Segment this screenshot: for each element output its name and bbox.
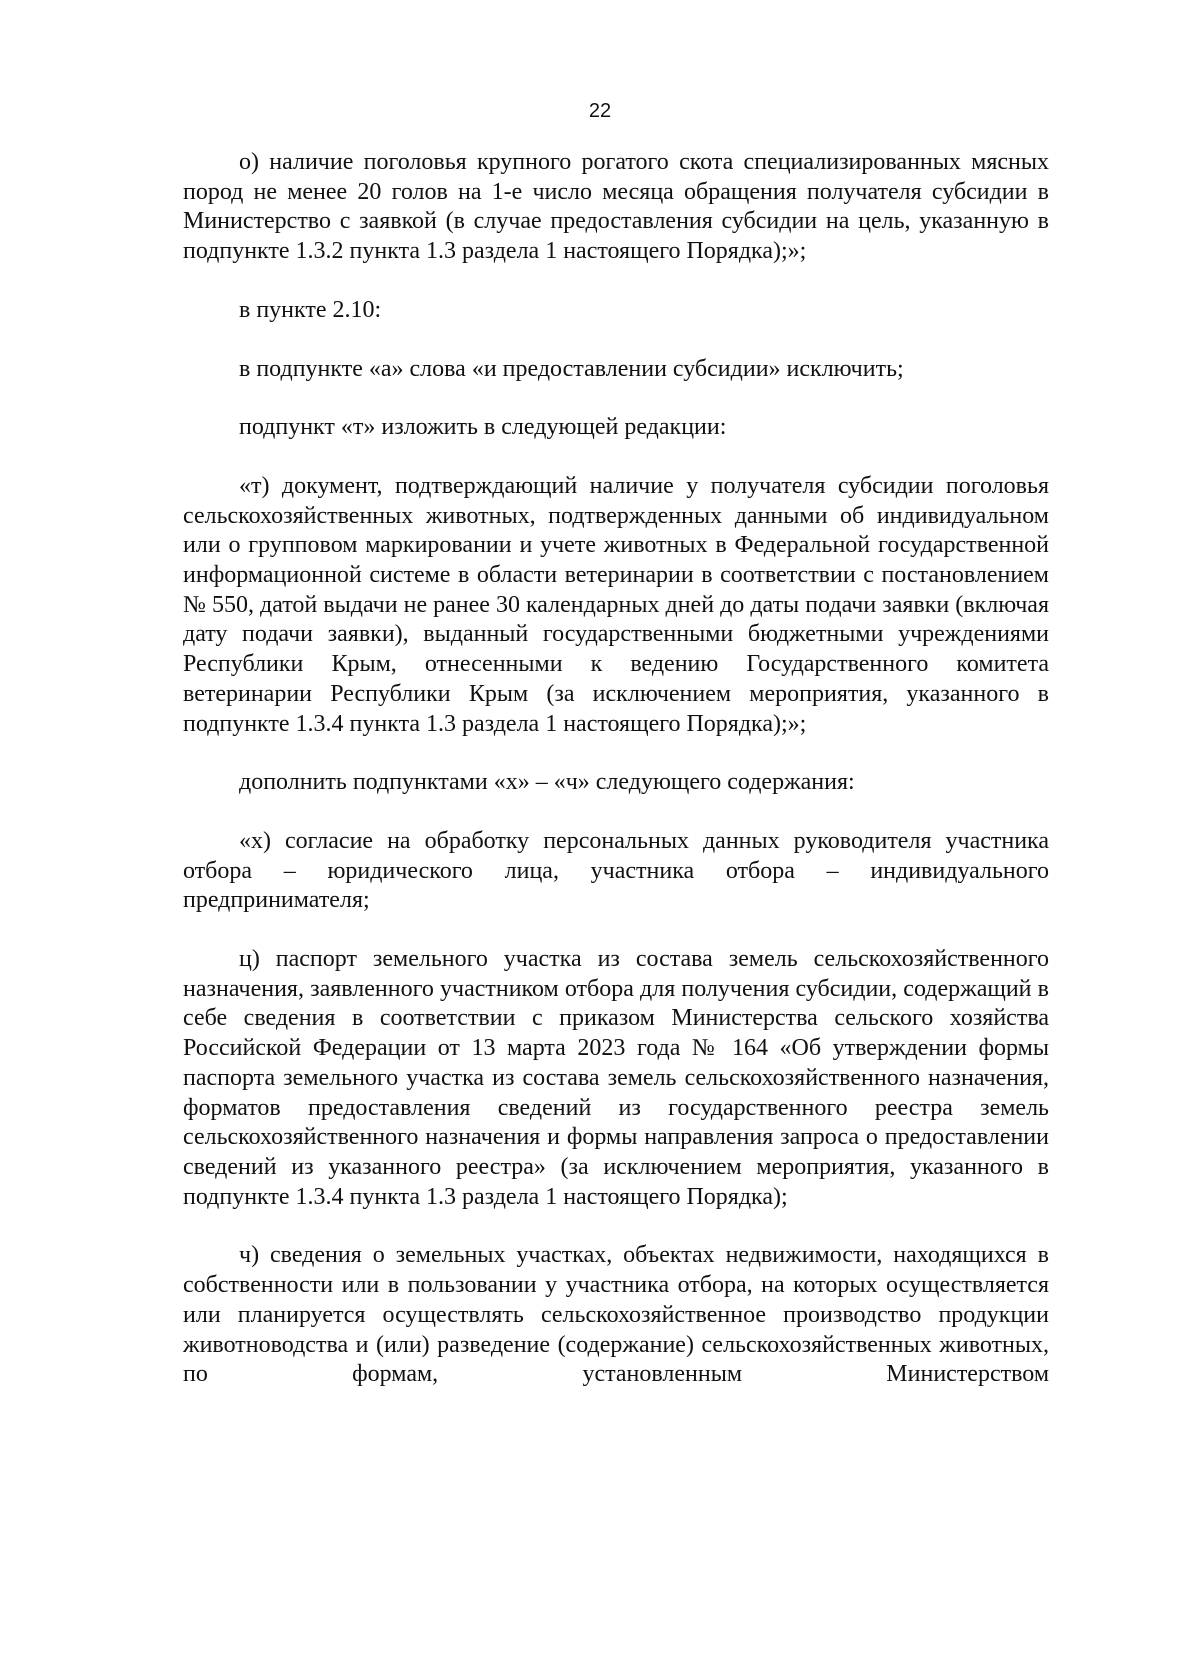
paragraph-subpoint-t-intro: подпункт «т» изложить в следующей редакции: — [239, 414, 727, 441]
paragraph-subpoint-kh: «х) согласие на обработку персональных данных руководителя участника отбора – юридического лица, участника отбора – индивидуального предпринимателя; — [183, 827, 1049, 914]
paragraph-subpoint-t: «т) документ, подтверждающий наличие у получателя субсидии поголовья сельскохозяйственных животных, подтвержденных данными об индивидуальном или о групповом маркировании и учете животных в Федеральной государственной информационной системе в области ветеринарии в соответствии с постановлением № 550, датой выдачи не ранее 30 календарных дней до даты подачи заявки (включая дату подачи заявки), выданный государственными бюджетными учреждениями Республики Крым, отнесенными к ведению Государственного комитета ветеринарии Республики Крым (за исключением мероприятия, указанного в подпункте 1.3.4 пункта 1.3 раздела 1 настоящего Порядка);»; — [183, 472, 1049, 737]
paragraph-addition-intro: дополнить подпунктами «х» – «ч» следующего содержания: — [239, 769, 855, 796]
paragraph-point-2-10: в пункте 2.10: — [239, 296, 382, 323]
paragraph-subpoint-a-change: в подпункте «а» слова «и предоставлении субсидии» исключить; — [239, 355, 904, 382]
document-body — [183, 148, 1049, 1390]
paragraph-subpoint-ts: ц) паспорт земельного участка из состава земель сельскохозяйственного назначения, заявленного участником отбора для получения субсидии, содержащий в себе сведения в соответствии с приказом Министерства сельского хозяйства Российской Федерации от 13 марта 2023 года № 164 «Об утверждении формы паспорта земельного участка из состава земель сельскохозяйственного назначения, форматов предоставления сведений из государственного реестра земель сельскохозяйственного назначения и формы направления запроса о предоставлении сведений из указанного реестра» (за исключением мероприятия, указанного в подпункте 1.3.4 пункта 1.3 раздела 1 настоящего Порядка); — [183, 946, 1049, 1210]
paragraph-subpoint-ch: ч) сведения о земельных участках, объектах недвижимости, находящихся в собственности или в пользовании у участника отбора, на которых осуществляется или планируется осуществлять сельскохозяйственное производство продукции животноводства и (или) разведение (содержание) сельскохозяйственных животных, по формам, установленным Министерством — [183, 1242, 1049, 1388]
page-number: 22 — [588, 100, 612, 122]
paragraph-subpoint-o: о) наличие поголовья крупного рогатого скота специализированных мясных пород не менее 20 голов на 1-е число месяца обращения получателя субсидии в Министерство с заявкой (в случае предоставления субсидии на цель, указанную в подпункте 1.3.2 пункта 1.3 раздела 1 настоящего Порядка);»; — [183, 149, 1049, 265]
